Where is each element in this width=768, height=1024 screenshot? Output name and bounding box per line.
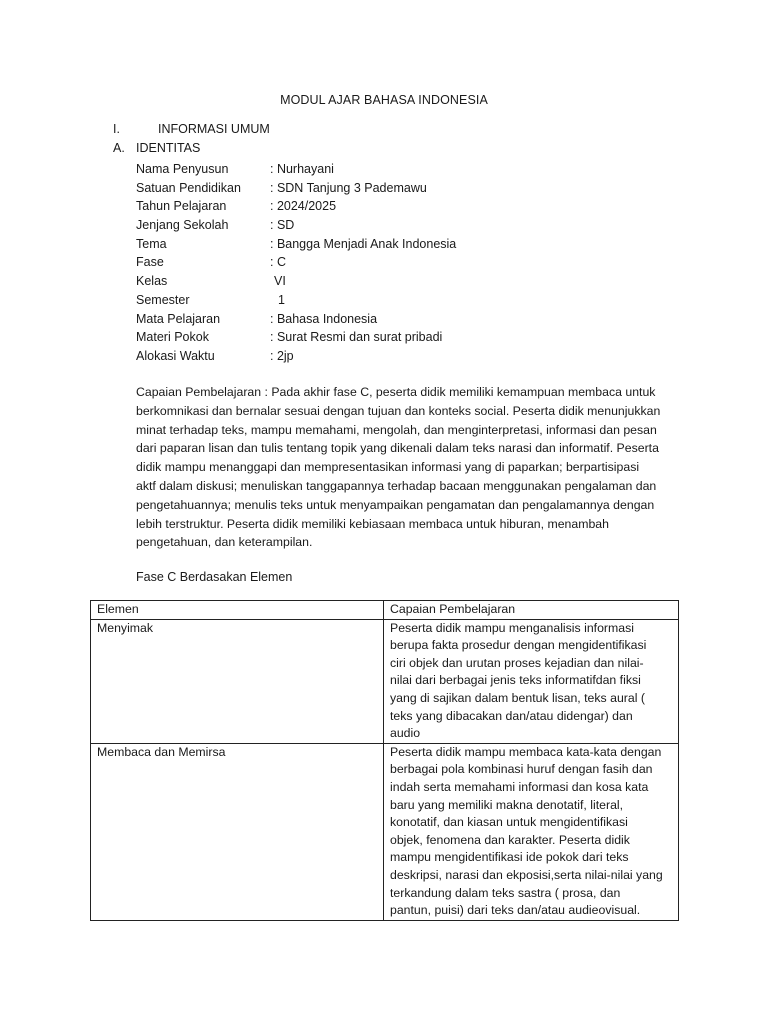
identity-value: : 2jp xyxy=(270,348,294,363)
capaian-line: objek, fenomena dan karakter. Peserta didik xyxy=(390,832,630,847)
identity-value: : C xyxy=(270,255,286,270)
identity-label: Satuan Pendidikan xyxy=(136,180,241,195)
table-row xyxy=(91,743,679,920)
identity-value: : Nurhayani xyxy=(270,162,334,176)
identity-value: : Bangga Menjadi Anak Indonesia xyxy=(270,236,457,251)
identity-label: Materi Pokok xyxy=(136,330,209,345)
capaian-line: teks yang dibacakan dan/atau didengar) dan xyxy=(390,708,633,723)
capaian-line: yang di sajikan dalam bentuk lisan, teks aural ( xyxy=(390,690,645,705)
capaian-cell xyxy=(384,619,679,743)
fase-heading: Fase C Berdasakan Elemen xyxy=(136,570,293,584)
paragraph-line: didik mampu menanggapi dan mempresentasikan informasi yang di paparkan; berpartisipasi xyxy=(136,460,640,475)
identity-value: 1 xyxy=(278,292,285,307)
identity-label: Jenjang Sekolah xyxy=(136,218,229,233)
paragraph-line: lebih terstruktur. Peserta didik memiliki kebiasaan membaca untuk hiburan, menambah xyxy=(136,516,609,531)
table-header-elemen: Elemen xyxy=(91,601,384,620)
paragraph-line: minat terhadap teks, mampu memahami, mengolah, dan menginterpretasi, informasi dan pesan xyxy=(136,422,657,437)
identity-value: VI xyxy=(274,274,286,289)
identity-value: : Surat Resmi dan surat pribadi xyxy=(270,330,443,345)
capaian-line: audio xyxy=(390,726,421,741)
section-number: I. xyxy=(113,122,120,136)
identity-label: Kelas xyxy=(136,274,168,289)
identity-label: Tema xyxy=(136,236,167,251)
elemen-cell: Membaca dan Memirsa xyxy=(91,743,384,920)
capaian-line: ciri objek dan urutan proses kejadian dan nilai- xyxy=(390,655,644,670)
table-row xyxy=(91,619,679,743)
identity-label: Mata Pelajaran xyxy=(136,311,221,326)
identity-value: : Bahasa Indonesia xyxy=(270,311,378,326)
identity-value: : SDN Tanjung 3 Pademawu xyxy=(270,180,427,195)
capaian-line: berupa fakta prosedur dengan mengidentifikasi xyxy=(390,638,647,653)
subsection-title: IDENTITAS xyxy=(136,141,201,155)
identity-label: Tahun Pelajaran xyxy=(136,199,227,214)
paragraph-line: Capaian Pembelajaran : Pada akhir fase C, peserta didik memiliki kemampuan membaca untuk xyxy=(136,385,656,399)
elemen-cell: Menyimak xyxy=(91,619,384,743)
subsection-letter: A. xyxy=(113,141,125,155)
capaian-line: terkandung dalam teks sastra ( prosa, dan xyxy=(390,885,621,900)
document-title: MODUL AJAR BAHASA INDONESIA xyxy=(280,93,488,107)
identity-label: Semester xyxy=(136,292,190,307)
identity-value: : SD xyxy=(270,218,295,233)
capaian-line: indah serta memahami informasi dan kosa kata xyxy=(390,779,649,794)
identity-label: Fase xyxy=(136,255,164,270)
capaian-line: konotatif, dan kiasan untuk mengidentifikasi xyxy=(390,815,628,830)
paragraph-line: dari paparan lisan dan tulis tentang topik yang dikenali dalam teks narasi dan informatif. Peserta xyxy=(136,441,659,456)
paragraph-line: pengetahuan, dan keterampilan. xyxy=(136,535,313,550)
section-title: INFORMASI UMUM xyxy=(158,122,270,136)
capaian-cell xyxy=(384,743,679,920)
identity-value: : 2024/2025 xyxy=(270,199,337,214)
paragraph-line: aktf dalam diskusi; menuliskan tanggapannya terhadap bacaan menggunakan pengalaman dan xyxy=(136,478,657,493)
capaian-line: berbagai pola kombinasi huruf dengan fasih dan xyxy=(390,762,653,777)
capaian-line: pantun, puisi) dari teks dan/atau audieovisual. xyxy=(390,903,641,918)
capaian-pembelajaran-paragraph xyxy=(136,383,681,552)
capaian-line: Peserta didik mampu membaca kata-kata dengan xyxy=(390,744,662,759)
capaian-line: baru yang memiliki makna denotatif, literal, xyxy=(390,797,624,812)
identity-label: Nama Penyusun xyxy=(136,162,229,176)
paragraph-line: pengetahuannya; menulis teks untuk menyampaikan pengamatan dan pengalamannya dengan xyxy=(136,497,655,512)
table-header-capaian: Capaian Pembelajaran xyxy=(384,601,679,620)
capaian-line: Peserta didik mampu menganalisis informasi xyxy=(390,620,634,635)
elemen-table xyxy=(90,600,679,921)
paragraph-line: berkomnikasi dan bernalar sesuai dengan tujuan dan konteks social. Peserta didik menunjukkan xyxy=(136,403,661,418)
identity-label: Alokasi Waktu xyxy=(136,348,215,363)
table-header-row xyxy=(91,601,679,620)
capaian-line: deskripsi, narasi dan ekposisi,serta nilai-nilai yang xyxy=(390,867,663,882)
capaian-line: mampu mengidentifikasi ide pokok dari teks xyxy=(390,850,629,865)
capaian-line: nilai dari berbagai jenis teks informatifdan fiksi xyxy=(390,673,641,688)
